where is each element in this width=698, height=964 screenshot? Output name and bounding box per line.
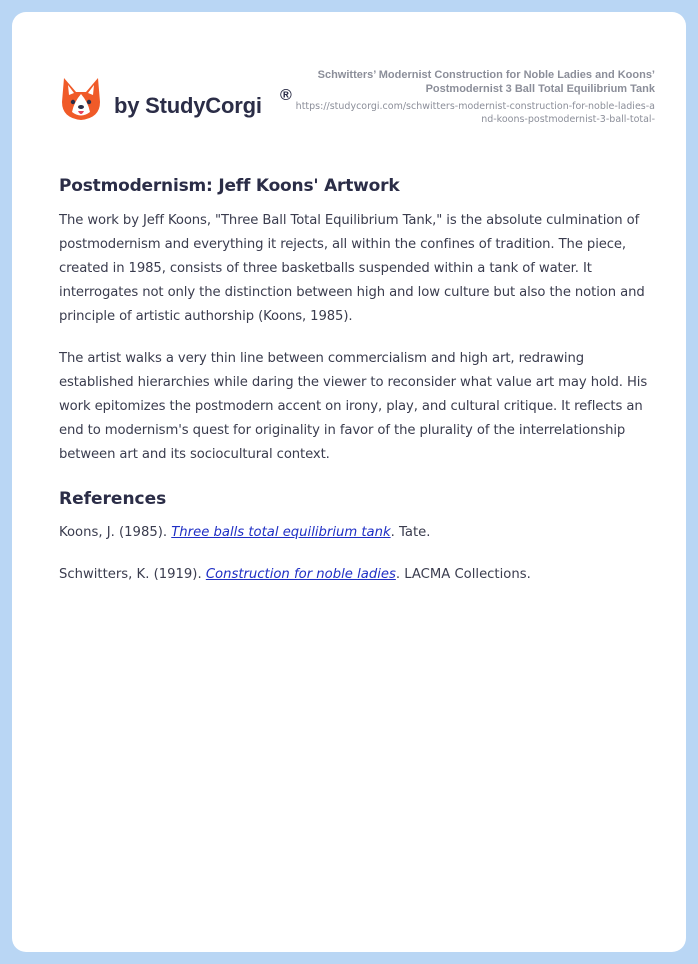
registered-mark: ® (280, 87, 292, 104)
document-url[interactable]: https://studycorgi.com/schwitters-modernist-construction-for-noble-ladies-and-koons-postmodernist-3-ball-total- (295, 101, 655, 125)
article-heading: Postmodernism: Jeff Koons' Artwork (59, 176, 400, 196)
document-meta (295, 68, 655, 126)
reference-item (59, 563, 655, 587)
reference-suffix: . Tate. (390, 525, 431, 540)
brand-name: by StudyCorgi (114, 93, 262, 118)
document-page (12, 12, 686, 952)
studycorgi-logo[interactable] (60, 76, 310, 124)
corgi-icon (60, 76, 102, 122)
paragraph-1: The work by Jeff Koons, "Three Ball Total Equilibrium Tank," is the absolute culmination of postmodernism and everything it rejects, all within the confines of tradition. The piece, created in 1985, consists of three basketballs suspended within a tank of water. It interrogates not only the distinction between high and low culture but also the notion and principle of artistic authorship (Koons, 1985). (59, 213, 645, 324)
document-title: Schwitters’ Modernist Construction for Noble Ladies and Koons’ Postmodernist 3 Ball Total Equilibrium Tank (317, 69, 655, 95)
reference-prefix: Koons, J. (1985). (59, 525, 172, 540)
article-content (59, 176, 655, 605)
reference-item (59, 521, 655, 545)
page-header (12, 12, 686, 142)
reference-link[interactable]: Construction for noble ladies (205, 567, 396, 582)
reference-suffix: . LACMA Collections. (395, 567, 531, 582)
paragraph-2: The artist walks a very thin line between commercialism and high art, redrawing established hierarchies while daring the viewer to reconsider what value art may hold. His work epitomizes the postmodern accent on irony, play, and cultural critique. It reflects an end to modernism's quest for originality in favor of the plurality of the interrelationship between art and its sociocultural context. (59, 351, 648, 462)
reference-link[interactable]: Three balls total equilibrium tank (171, 525, 391, 540)
reference-prefix: Schwitters, K. (1919). (59, 567, 206, 582)
references-heading: References (59, 489, 167, 509)
